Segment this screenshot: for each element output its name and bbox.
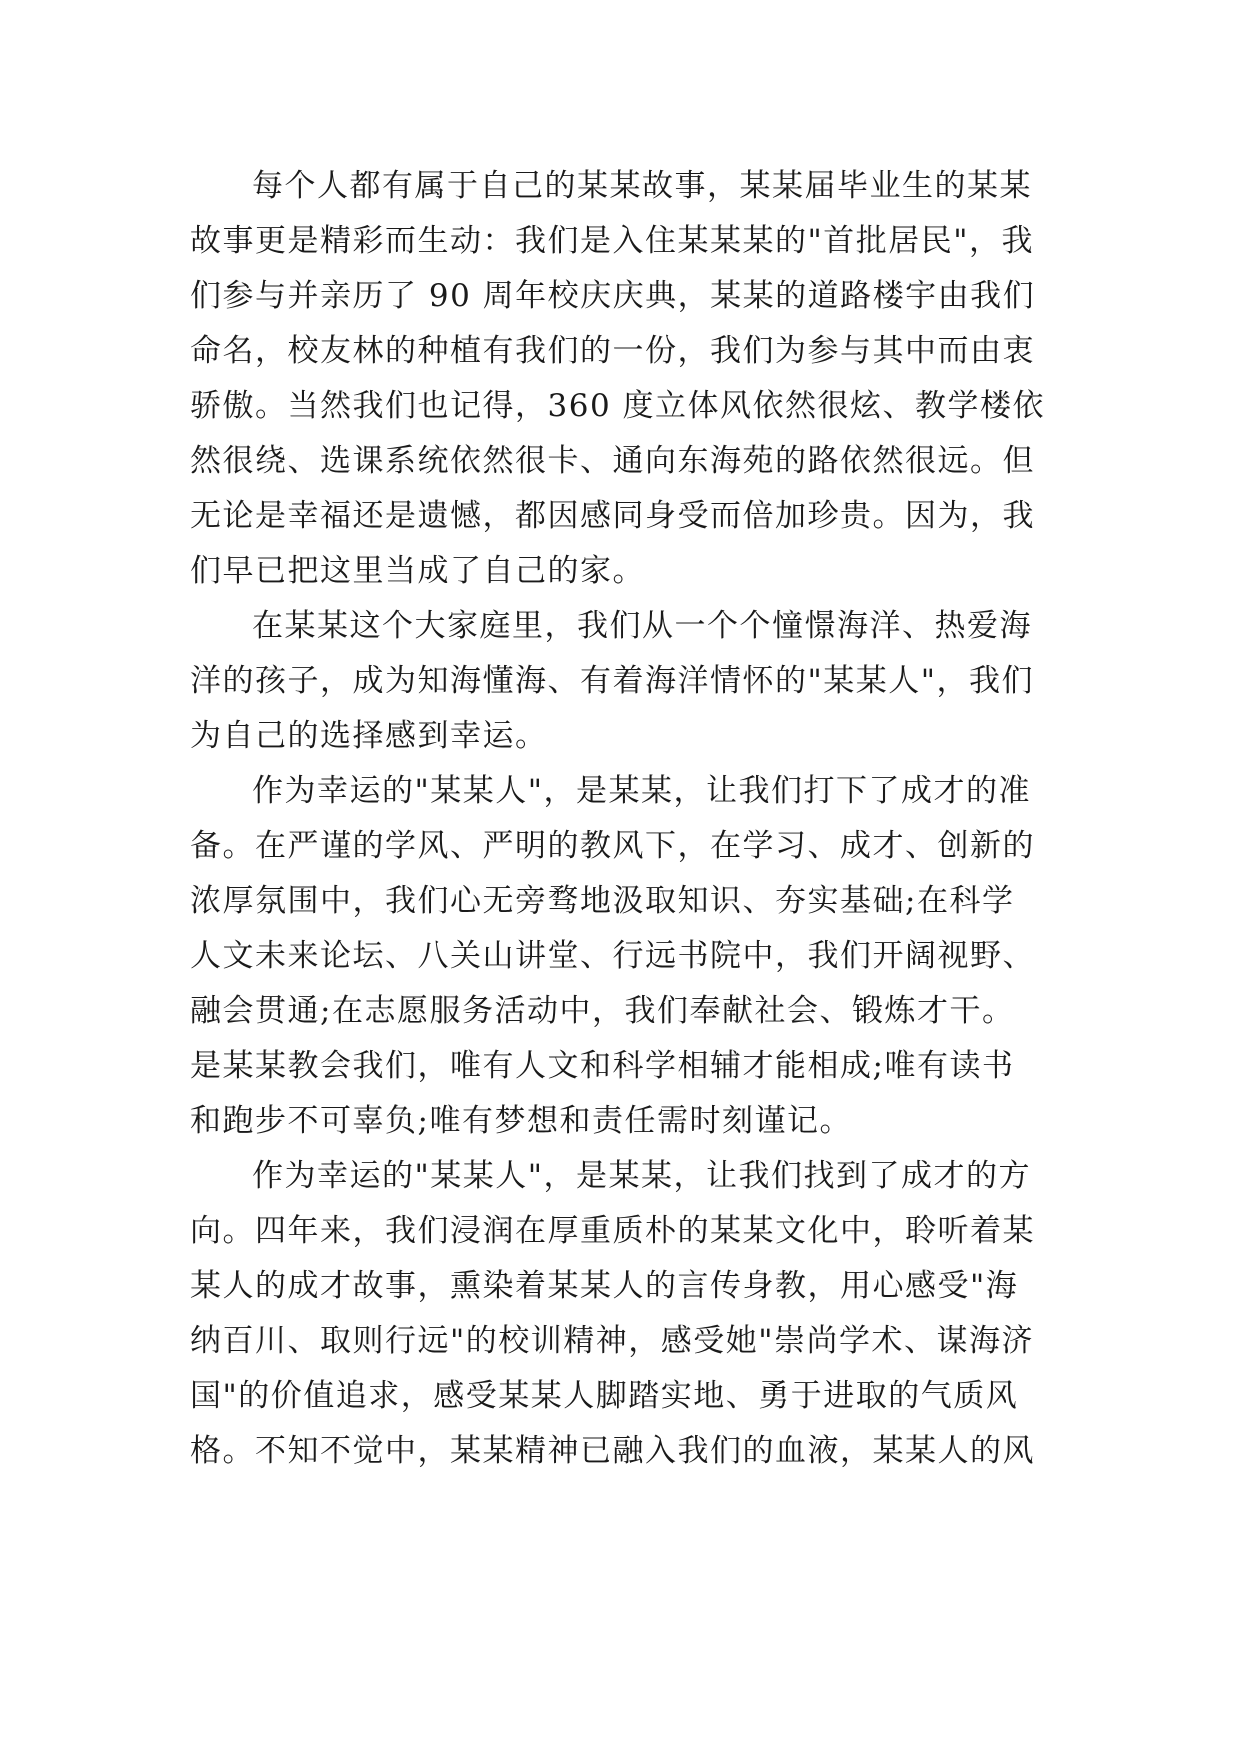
text-line: 们参与并亲历了 90 周年校庆庆典，某某的道路楼宇由我们 xyxy=(190,278,1036,314)
text-line: 作为幸运的"某某人"，是某某，让我们打下了成才的准 xyxy=(252,773,1032,809)
text-line: 人文未来论坛、八关山讲堂、行远书院中，我们开阔视野、 xyxy=(190,938,1035,974)
text-line: 命名，校友林的种植有我们的一份，我们为参与其中而由衷 xyxy=(190,333,1035,369)
text-line: 每个人都有属于自己的某某故事，某某届毕业生的某某 xyxy=(252,168,1032,204)
text-line: 浓厚氛围中，我们心无旁骛地汲取知识、夯实基础;在科学 xyxy=(190,883,1015,919)
text-line: 在某某这个大家庭里，我们从一个个憧憬海洋、热爱海 xyxy=(252,608,1032,644)
text-line: 然很绕、选课系统依然很卡、通向东海苑的路依然很远。但 xyxy=(190,443,1035,479)
text-line: 是某某教会我们，唯有人文和科学相辅才能相成;唯有读书 xyxy=(190,1048,1015,1084)
text-line: 国"的价值追求，感受某某人脚踏实地、勇于进取的气质风 xyxy=(190,1378,1019,1414)
text-line: 为自己的选择感到幸运。 xyxy=(190,718,548,754)
text-line: 洋的孩子，成为知海懂海、有着海洋情怀的"某某人"，我们 xyxy=(190,663,1035,699)
text-line: 作为幸运的"某某人"，是某某，让我们找到了成才的方 xyxy=(252,1158,1032,1194)
text-line: 某人的成才故事，熏染着某某人的言传身教，用心感受"海 xyxy=(190,1268,1019,1304)
text-line: 备。在严谨的学风、严明的教风下，在学习、成才、创新的 xyxy=(190,828,1035,864)
text-line: 和跑步不可辜负;唯有梦想和责任需时刻谨记。 xyxy=(190,1103,852,1139)
text-line: 向。四年来，我们浸润在厚重质朴的某某文化中，聆听着某 xyxy=(190,1213,1035,1249)
text-line: 无论是幸福还是遗憾，都因感同身受而倍加珍贵。因为，我 xyxy=(190,498,1035,534)
text-line: 故事更是精彩而生动：我们是入住某某某的"首批居民"，我 xyxy=(190,223,1035,259)
text-line: 骄傲。当然我们也记得，360 度立体风依然很炫、教学楼依 xyxy=(190,388,1046,424)
text-line: 格。不知不觉中，某某精神已融入我们的血液，某某人的风 xyxy=(190,1433,1035,1469)
text-line: 融会贯通;在志愿服务活动中，我们奉献社会、锻炼才干。 xyxy=(190,993,1015,1029)
text-line: 们早已把这里当成了自己的家。 xyxy=(190,553,645,589)
text-line: 纳百川、取则行远"的校训精神，感受她"崇尚学术、谋海济 xyxy=(190,1323,1035,1359)
